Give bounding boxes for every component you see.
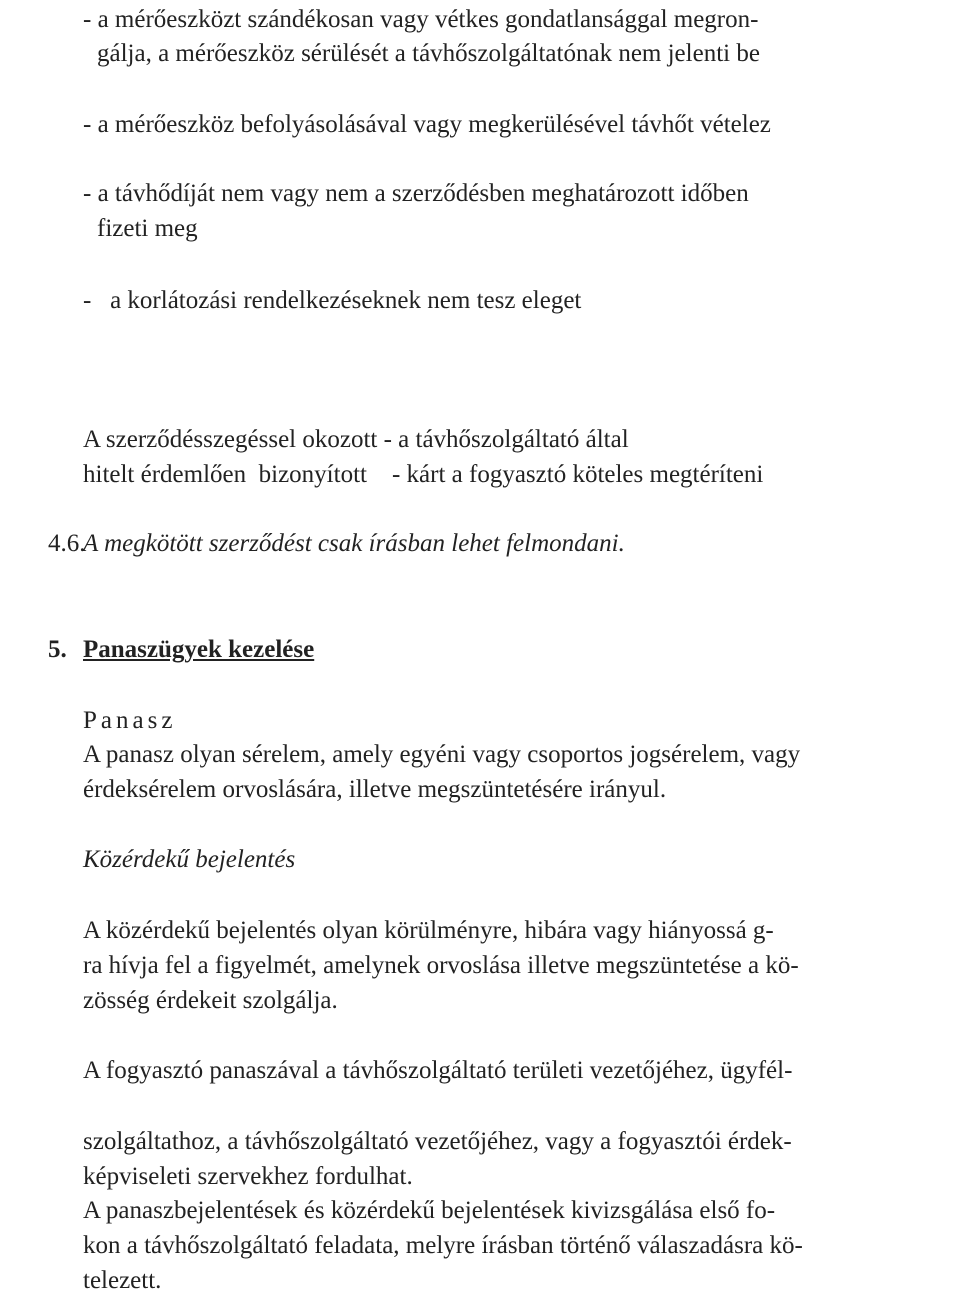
kivizsgalas-line-1: A panaszbejelentések és közérdekű bejelentések kivizsgálása első fo- [83, 1197, 776, 1224]
fogyaszto-line-2: szolgáltathoz, a távhőszolgáltató vezetőjéhez, vagy a fogyasztói érdek- [83, 1128, 792, 1155]
kozerdeku-line-3: zösség érdekeit szolgálja. [83, 987, 338, 1014]
kozerdeku-line-1: A közérdekű bejelentés olyan körülményre, hibára vagy hiányossá g- [83, 917, 774, 944]
damage-paragraph-line-1: A szerződésszegéssel okozott - a távhőszolgáltató által [83, 426, 629, 453]
panasz-line-1: A panasz olyan sérelem, amely egyéni vagy csoportos jogsérelem, vagy [83, 741, 801, 768]
bullet-1-line-2: gálja, a mérőeszköz sérülését a távhőszolgáltatónak nem jelenti be [97, 40, 760, 67]
bullet-3-line-2: fizeti meg [97, 215, 198, 242]
panasz-heading: Panasz [83, 707, 177, 734]
kozerdeku-line-2: ra hívja fel a figyelmét, amelynek orvoslása illetve megszüntetése a kö- [83, 952, 799, 979]
section-number: 5. [48, 636, 67, 663]
section-title: Panaszügyek kezelése [83, 636, 315, 663]
bullet-1-line-1: - a mérőeszközt szándékosan vagy vétkes gondatlansággal megron- [83, 6, 759, 33]
kivizsgalas-line-2: kon a távhőszolgáltató feladata, melyre írásban történő válaszadásra kö- [83, 1232, 803, 1259]
kozerdeku-heading: Közérdekű bejelentés [83, 846, 296, 873]
bullet-3-line-1: - a távhődíját nem vagy nem a szerződésben meghatározott időben [83, 180, 749, 207]
fogyaszto-line-3: képviseleti szervekhez fordulhat. [83, 1163, 413, 1190]
bullet-4-line-1: - a korlátozási rendelkezéseknek nem tesz eleget [83, 287, 582, 314]
clause-number: 4.6. [48, 530, 86, 557]
bullet-2-line-1: - a mérőeszköz befolyásolásával vagy megkerülésével távhőt vételez [83, 111, 771, 138]
clause-text: A megkötött szerződést csak írásban lehet felmondani. [83, 530, 625, 557]
fogyaszto-line-1: A fogyasztó panaszával a távhőszolgáltató területi vezetőjéhez, ügyfél- [83, 1057, 793, 1084]
damage-paragraph-line-2: hitelt érdemlően bizonyított - kárt a fogyasztó köteles megtéríteni [83, 461, 764, 488]
panasz-line-2: érdeksérelem orvoslására, illetve megszüntetésére irányul. [83, 776, 667, 803]
kivizsgalas-line-3: telezett. [83, 1267, 162, 1294]
